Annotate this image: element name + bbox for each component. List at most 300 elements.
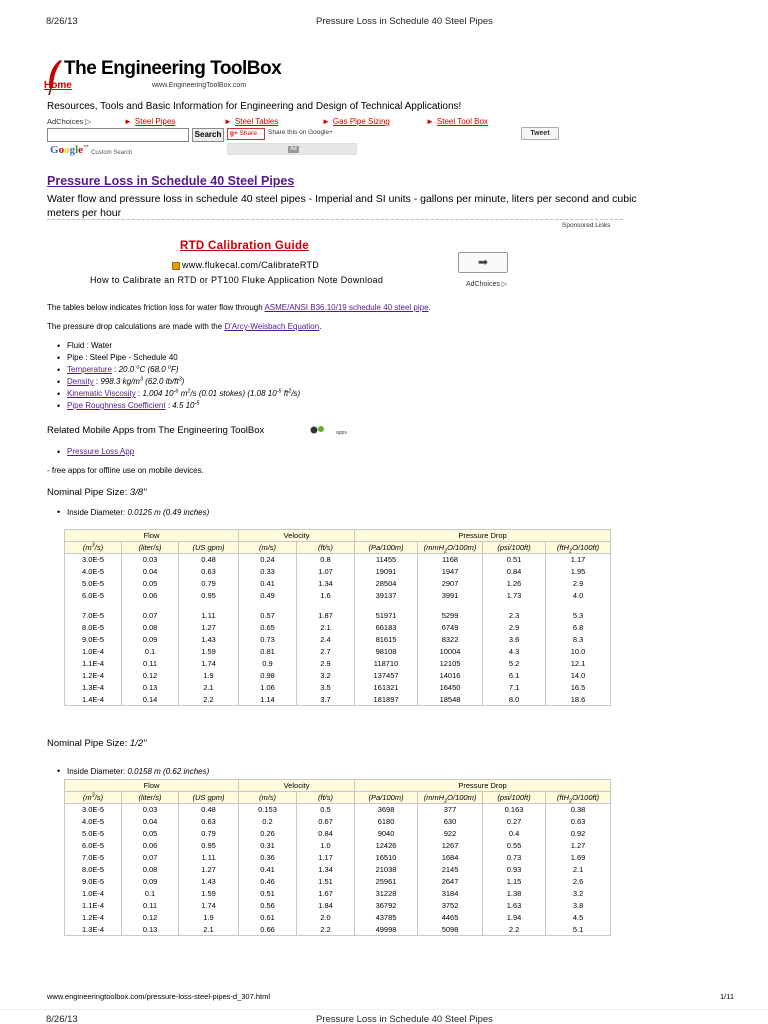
table-cell: 3.5 bbox=[297, 682, 355, 694]
table-cell: 1.38 bbox=[483, 888, 546, 900]
table-cell: 0.2 bbox=[239, 816, 297, 828]
id-value: 0.0158 m (0.62 inches) bbox=[127, 767, 210, 776]
table-cell: 16450 bbox=[418, 682, 483, 694]
paragraph-text: . bbox=[319, 322, 322, 331]
table-cell: 1.1E-4 bbox=[65, 900, 122, 912]
ad-banner[interactable] bbox=[227, 143, 357, 155]
table-cell: 14.0 bbox=[546, 670, 611, 682]
nominal-pipe-size-heading bbox=[47, 738, 147, 749]
table-cell: 7.0E-5 bbox=[65, 852, 122, 864]
density-link[interactable]: Density bbox=[67, 377, 94, 386]
spacer-cell bbox=[122, 602, 179, 610]
table-cell: 3.6 bbox=[483, 634, 546, 646]
pressure-loss-table bbox=[64, 779, 611, 936]
kinematic-viscosity-link[interactable]: Kinematic Viscosity bbox=[67, 389, 136, 398]
sponsored-links-label: Sponsored Links bbox=[562, 222, 611, 229]
group-header: Pressure Drop bbox=[355, 780, 611, 792]
free-apps-text: - free apps for offline use on mobile devices. bbox=[47, 466, 204, 475]
table-cell: 0.05 bbox=[122, 578, 179, 590]
share-label: Share bbox=[239, 130, 257, 137]
table-cell: 1.73 bbox=[483, 590, 546, 602]
favicon-icon bbox=[172, 262, 180, 270]
ad-url[interactable]: www.flukecal.com/CalibrateRTD bbox=[182, 260, 320, 270]
table-cell: 8.0 bbox=[483, 694, 546, 706]
table-row bbox=[65, 852, 611, 864]
table-cell: 1.9 bbox=[179, 912, 239, 924]
site-logo[interactable] bbox=[44, 58, 284, 96]
table-cell: 1.17 bbox=[546, 554, 611, 566]
table-cell: 10.0 bbox=[546, 646, 611, 658]
table-cell: 161321 bbox=[355, 682, 418, 694]
table-cell: 2.2 bbox=[483, 924, 546, 936]
table-cell: 6749 bbox=[418, 622, 483, 634]
custom-search-label: Custom Search bbox=[91, 150, 133, 156]
table-cell: 5.0E-5 bbox=[65, 578, 122, 590]
table-cell: 2.1 bbox=[179, 924, 239, 936]
table-group-header-row bbox=[65, 530, 611, 542]
id-value: 0.0125 m (0.49 inches) bbox=[127, 508, 210, 517]
list-item: • Density : 998.3 $kg/m^3$ (62.0 $lb/ft^3$) bbox=[57, 376, 300, 388]
table-unit-header-row bbox=[65, 792, 611, 804]
table-cell: 2.3 bbox=[483, 610, 546, 622]
table-cell: 18.6 bbox=[546, 694, 611, 706]
table-cell: 66183 bbox=[355, 622, 418, 634]
table-cell: 0.11 bbox=[122, 900, 179, 912]
table-cell: 21038 bbox=[355, 864, 418, 876]
adchoices-link[interactable]: AdChoices ▷ bbox=[47, 117, 92, 126]
unit-header: $(m^3/s)$ bbox=[65, 792, 122, 804]
table-cell: 0.1 bbox=[122, 646, 179, 658]
table-cell: 0.06 bbox=[122, 840, 179, 852]
table-cell: 0.24 bbox=[239, 554, 297, 566]
table-cell: 0.61 bbox=[239, 912, 297, 924]
spacer-cell bbox=[355, 602, 418, 610]
table-cell: 11455 bbox=[355, 554, 418, 566]
table-cell: 3.7 bbox=[297, 694, 355, 706]
unit-header: (psi/100ft) bbox=[483, 792, 546, 804]
table-row bbox=[65, 646, 611, 658]
unit-header: (liter/s) bbox=[122, 542, 179, 554]
nav-link-steel-tables[interactable] bbox=[224, 117, 278, 126]
table-cell: 0.12 bbox=[122, 670, 179, 682]
table-row bbox=[65, 682, 611, 694]
table-cell: 7.1 bbox=[483, 682, 546, 694]
table-cell: 0.95 bbox=[179, 840, 239, 852]
table-cell: 0.73 bbox=[239, 634, 297, 646]
table-cell: 0.153 bbox=[239, 804, 297, 816]
table-cell: 18548 bbox=[418, 694, 483, 706]
unit-header: (ft/s) bbox=[297, 792, 355, 804]
ad-title-link[interactable]: RTD Calibration Guide bbox=[180, 240, 309, 252]
table-cell: 0.163 bbox=[483, 804, 546, 816]
footer-url: www.engineeringtoolbox.com/pressure-loss-steel-pipes-d_307.html bbox=[47, 992, 271, 1001]
table-row bbox=[65, 566, 611, 578]
apps-label: apps bbox=[336, 430, 347, 436]
ad-icon: Ad bbox=[288, 146, 299, 153]
table-cell: 1.0E-4 bbox=[65, 646, 122, 658]
id-label: Inside Diameter: bbox=[67, 508, 128, 517]
table-cell: 4.0E-5 bbox=[65, 816, 122, 828]
table-cell: 12.1 bbox=[546, 658, 611, 670]
nav-link-steel-pipes[interactable] bbox=[124, 117, 175, 126]
table-cell: 0.31 bbox=[239, 840, 297, 852]
table-cell: 0.12 bbox=[122, 912, 179, 924]
triangle-right-icon: ► bbox=[322, 117, 330, 126]
table-cell: 0.07 bbox=[122, 610, 179, 622]
nav-link-label: Steel Tables bbox=[234, 117, 279, 126]
google-logo: Google™ bbox=[50, 144, 89, 156]
fluid-properties-list bbox=[57, 340, 300, 412]
page-break bbox=[0, 1009, 768, 1010]
table-cell: 5.2 bbox=[483, 658, 546, 670]
table-unit-header-row bbox=[65, 542, 611, 554]
table-cell: 1.26 bbox=[483, 578, 546, 590]
table-row bbox=[65, 840, 611, 852]
triangle-right-icon: ► bbox=[426, 117, 434, 126]
table-cell: 3.2 bbox=[546, 888, 611, 900]
unit-header: (ftH$_2$O/100ft) bbox=[546, 542, 611, 554]
unit-header: (mmH$_2$O/100m) bbox=[418, 542, 483, 554]
table-cell: 16.5 bbox=[546, 682, 611, 694]
table-cell: 2.2 bbox=[297, 924, 355, 936]
group-header: Flow bbox=[65, 780, 239, 792]
table-cell: 0.03 bbox=[122, 554, 179, 566]
table-cell: 0.84 bbox=[483, 566, 546, 578]
table-cell: 1.27 bbox=[546, 840, 611, 852]
table-cell: 0.13 bbox=[122, 682, 179, 694]
table-cell: 1.3E-4 bbox=[65, 924, 122, 936]
schedule-40-pipe-link[interactable]: ASME/ANSI B36.10/19 schedule 40 steel pipe bbox=[264, 303, 429, 312]
table-cell: 1.15 bbox=[483, 876, 546, 888]
table-cell: 3698 bbox=[355, 804, 418, 816]
id-label: Inside Diameter: bbox=[67, 767, 128, 776]
table-cell: 1.59 bbox=[179, 646, 239, 658]
table-cell: 1.2E-4 bbox=[65, 912, 122, 924]
table-cell: 1.74 bbox=[179, 658, 239, 670]
table-cell: 1.43 bbox=[179, 634, 239, 646]
table-cell: 0.03 bbox=[122, 804, 179, 816]
table-cell: 81615 bbox=[355, 634, 418, 646]
group-header: Velocity bbox=[239, 780, 355, 792]
table-cell: 0.93 bbox=[483, 864, 546, 876]
table-cell: 1.74 bbox=[179, 900, 239, 912]
pressure-loss-app-link[interactable]: Pressure Loss App bbox=[67, 447, 135, 456]
divider bbox=[47, 219, 623, 220]
table-cell: 0.57 bbox=[239, 610, 297, 622]
unit-header: (ftH$_2$O/100ft) bbox=[546, 792, 611, 804]
table-cell: 43785 bbox=[355, 912, 418, 924]
table-cell: 0.63 bbox=[546, 816, 611, 828]
nominal-pipe-size-heading bbox=[47, 487, 147, 498]
nav-link-label: Steel Pipes bbox=[134, 117, 176, 126]
nps-value: 3/8" bbox=[129, 487, 147, 498]
table-cell: 31228 bbox=[355, 888, 418, 900]
table-row bbox=[65, 828, 611, 840]
table-cell: 5299 bbox=[418, 610, 483, 622]
table-cell: 4.0 bbox=[546, 590, 611, 602]
table-cell: 1.11 bbox=[179, 610, 239, 622]
table-row bbox=[65, 864, 611, 876]
paragraph-text: The tables below indicates friction loss for water flow through bbox=[47, 303, 265, 312]
table-cell: 1168 bbox=[418, 554, 483, 566]
table-cell: 2647 bbox=[418, 876, 483, 888]
unit-header: (US gpm) bbox=[179, 542, 239, 554]
logo-url: www.EngineeringToolBox.com bbox=[152, 82, 247, 89]
table-cell: 1.14 bbox=[239, 694, 297, 706]
unit-header: (m/s) bbox=[239, 542, 297, 554]
table-cell: 0.05 bbox=[122, 828, 179, 840]
table-cell: 1.94 bbox=[483, 912, 546, 924]
intro-text: Water flow and pressure loss in schedule 40 steel pipes - Imperial and SI units - gallons per minute, liters per second and cubic meters per hour bbox=[47, 193, 637, 219]
table-cell: 4465 bbox=[418, 912, 483, 924]
table-cell: 6180 bbox=[355, 816, 418, 828]
search-input[interactable] bbox=[47, 128, 189, 142]
table-cell: 6.0E-5 bbox=[65, 840, 122, 852]
table-cell: 2.1 bbox=[179, 682, 239, 694]
table-cell: 5.0E-5 bbox=[65, 828, 122, 840]
table-cell: 4.0E-5 bbox=[65, 566, 122, 578]
table-cell: 0.95 bbox=[179, 590, 239, 602]
apple-android-icon[interactable] bbox=[310, 424, 347, 438]
unit-header: (psi/100ft) bbox=[483, 542, 546, 554]
table-cell: 0.9 bbox=[239, 658, 297, 670]
spacer-cell bbox=[239, 602, 297, 610]
table-cell: 0.09 bbox=[122, 876, 179, 888]
unit-header: (Pa/100m) bbox=[355, 792, 418, 804]
table-cell: 2.4 bbox=[297, 634, 355, 646]
app-list bbox=[57, 446, 134, 458]
table-cell: 2.9 bbox=[297, 658, 355, 670]
table-row bbox=[65, 816, 611, 828]
table-cell: 0.8 bbox=[297, 554, 355, 566]
table-cell: 0.04 bbox=[122, 816, 179, 828]
group-header: Velocity bbox=[239, 530, 355, 542]
table-cell: 0.65 bbox=[239, 622, 297, 634]
table-cell: 3.0E-5 bbox=[65, 804, 122, 816]
table-cell: 0.4 bbox=[483, 828, 546, 840]
nps-value: 1/2" bbox=[129, 738, 147, 749]
table-cell: 2.9 bbox=[483, 622, 546, 634]
table-cell: 922 bbox=[418, 828, 483, 840]
table-cell: 1.6 bbox=[297, 590, 355, 602]
table-cell: 6.0E-5 bbox=[65, 590, 122, 602]
pipe-roughness-link[interactable]: Pipe Roughness Coefficient bbox=[67, 401, 166, 410]
table-cell: 2.9 bbox=[546, 578, 611, 590]
table-cell: 8.0E-5 bbox=[65, 864, 122, 876]
table-cell: 0.04 bbox=[122, 566, 179, 578]
triangle-right-icon: ► bbox=[224, 117, 232, 126]
table-cell: 0.41 bbox=[239, 864, 297, 876]
table-cell: 0.51 bbox=[483, 554, 546, 566]
table-cell: 6.8 bbox=[546, 622, 611, 634]
table-cell: 1.67 bbox=[297, 888, 355, 900]
table-cell: 0.11 bbox=[122, 658, 179, 670]
table-cell: 377 bbox=[418, 804, 483, 816]
group-header: Flow bbox=[65, 530, 239, 542]
table-cell: 3.8 bbox=[546, 900, 611, 912]
nav-link-gas-pipe-sizing[interactable] bbox=[322, 117, 390, 126]
table-cell: 0.1 bbox=[122, 888, 179, 900]
table-row bbox=[65, 900, 611, 912]
table-cell: 1.69 bbox=[546, 852, 611, 864]
table-cell: 2.2 bbox=[179, 694, 239, 706]
table-cell: 12105 bbox=[418, 658, 483, 670]
table-cell: 0.56 bbox=[239, 900, 297, 912]
unit-header: (ft/s) bbox=[297, 542, 355, 554]
calc-paragraph bbox=[47, 322, 321, 331]
table-cell: 0.67 bbox=[297, 816, 355, 828]
table-cell: 0.07 bbox=[122, 852, 179, 864]
tweet-button[interactable]: Tweet bbox=[521, 127, 559, 140]
table-cell: 2.1 bbox=[546, 864, 611, 876]
table-cell: 181897 bbox=[355, 694, 418, 706]
table-cell: 12426 bbox=[355, 840, 418, 852]
table-cell: 1.43 bbox=[179, 876, 239, 888]
spacer-cell bbox=[297, 602, 355, 610]
table-cell: 16510 bbox=[355, 852, 418, 864]
nav-link-steel-tool-box[interactable] bbox=[426, 117, 488, 126]
arrow-right-icon[interactable]: ➡ bbox=[458, 252, 508, 273]
table-cell: 49998 bbox=[355, 924, 418, 936]
table-row bbox=[65, 554, 611, 566]
table-cell: 2.6 bbox=[546, 876, 611, 888]
table-cell: 28504 bbox=[355, 578, 418, 590]
unit-header: (Pa/100m) bbox=[355, 542, 418, 554]
table-cell: 4.5 bbox=[546, 912, 611, 924]
table-cell: 2.7 bbox=[297, 646, 355, 658]
table-cell: 1.06 bbox=[239, 682, 297, 694]
adchoices-link[interactable]: AdChoices ▷ bbox=[466, 281, 508, 288]
search-button[interactable]: Search bbox=[192, 128, 224, 142]
table-cell: 0.26 bbox=[239, 828, 297, 840]
table-cell: 0.48 bbox=[179, 804, 239, 816]
table-cell: 137457 bbox=[355, 670, 418, 682]
table-cell: 6.1 bbox=[483, 670, 546, 682]
table-cell: 1.11 bbox=[179, 852, 239, 864]
unit-header: $(m^3/s)$ bbox=[65, 542, 122, 554]
table-cell: 1.51 bbox=[297, 876, 355, 888]
unit-header: (m/s) bbox=[239, 792, 297, 804]
table-cell: 0.38 bbox=[546, 804, 611, 816]
table-cell: 0.84 bbox=[297, 828, 355, 840]
spacer-cell bbox=[546, 602, 611, 610]
pressure-loss-table bbox=[64, 529, 611, 706]
spacer-cell bbox=[418, 602, 483, 610]
table-cell: 0.51 bbox=[239, 888, 297, 900]
table-cell: 0.09 bbox=[122, 634, 179, 646]
print-title: Pressure Loss in Schedule 40 Steel Pipes bbox=[316, 16, 493, 27]
list-item: • Pipe : Steel Pipe - Schedule 40 bbox=[57, 352, 300, 364]
table-cell: 0.08 bbox=[122, 622, 179, 634]
table-cell: 1.27 bbox=[179, 864, 239, 876]
table-cell: 3.2 bbox=[297, 670, 355, 682]
share-text: Share this on Google+ bbox=[268, 129, 333, 136]
inside-diameter bbox=[57, 508, 768, 517]
table-cell: 630 bbox=[418, 816, 483, 828]
table-row bbox=[65, 694, 611, 706]
table-cell: 10004 bbox=[418, 646, 483, 658]
table-cell: 9040 bbox=[355, 828, 418, 840]
ad-description: How to Calibrate an RTD or PT100 Fluke Application Note Download bbox=[90, 275, 384, 285]
table-cell: 1.59 bbox=[179, 888, 239, 900]
paragraph-text: The pressure drop calculations are made with the bbox=[47, 322, 225, 331]
table-cell: 0.06 bbox=[122, 590, 179, 602]
table-cell: 0.79 bbox=[179, 578, 239, 590]
page-title[interactable]: Pressure Loss in Schedule 40 Steel Pipes bbox=[47, 174, 295, 188]
table-cell: 9.0E-5 bbox=[65, 634, 122, 646]
site-tagline: Resources, Tools and Basic Information for Engineering and Design of Technical Applications! bbox=[47, 101, 462, 112]
table-cell: 0.73 bbox=[483, 852, 546, 864]
table-row bbox=[65, 912, 611, 924]
table-spacer-row bbox=[65, 602, 611, 610]
table-cell: 1.0E-4 bbox=[65, 888, 122, 900]
table-row bbox=[65, 670, 611, 682]
table-row bbox=[65, 876, 611, 888]
table-cell: 1.95 bbox=[546, 566, 611, 578]
table-cell: 3991 bbox=[418, 590, 483, 602]
mobile-apps-heading: Related Mobile Apps from The Engineering ToolBox bbox=[47, 425, 265, 436]
table-row bbox=[65, 888, 611, 900]
table-cell: 1.34 bbox=[297, 864, 355, 876]
table-cell: 0.63 bbox=[179, 816, 239, 828]
list-item: • Kinematic Viscosity : 1.004 $10^{-6}$ $m^2/s$ (0.01 stokes) (1.08 $10^{-5}$ $ft^2/s$) bbox=[57, 388, 300, 400]
table-cell: 1.07 bbox=[297, 566, 355, 578]
table-cell: 0.55 bbox=[483, 840, 546, 852]
spacer-cell bbox=[483, 602, 546, 610]
print-date: 8/26/13 bbox=[46, 1014, 78, 1024]
table-cell: 0.63 bbox=[179, 566, 239, 578]
table-cell: 0.81 bbox=[239, 646, 297, 658]
spacer-cell bbox=[65, 602, 122, 610]
google-plus-icon: g+ bbox=[230, 130, 238, 137]
unit-header: (mmH$_2$O/100m) bbox=[418, 792, 483, 804]
darcy-weisbach-link[interactable]: D'Arcy-Weisbach Equation bbox=[224, 322, 320, 331]
table-cell: 9.0E-5 bbox=[65, 876, 122, 888]
table-cell: 1267 bbox=[418, 840, 483, 852]
table-cell: 3.0E-5 bbox=[65, 554, 122, 566]
home-link[interactable]: Home bbox=[44, 80, 72, 91]
table-cell: 1.0 bbox=[297, 840, 355, 852]
spacer-cell bbox=[179, 602, 239, 610]
table-cell: 8.3 bbox=[546, 634, 611, 646]
table-cell: 2907 bbox=[418, 578, 483, 590]
nav-link-label: Steel Tool Box bbox=[436, 117, 488, 126]
temperature-link[interactable]: Temperature bbox=[67, 365, 112, 374]
table-group-header-row bbox=[65, 780, 611, 792]
tables-intro-paragraph bbox=[47, 303, 431, 312]
table-cell: 51971 bbox=[355, 610, 418, 622]
table-cell: 0.33 bbox=[239, 566, 297, 578]
table-cell: 0.66 bbox=[239, 924, 297, 936]
table-cell: 14016 bbox=[418, 670, 483, 682]
table-cell: 1.84 bbox=[297, 900, 355, 912]
google-plus-share-button[interactable] bbox=[227, 128, 265, 140]
table-cell: 0.14 bbox=[122, 694, 179, 706]
table-cell: 1684 bbox=[418, 852, 483, 864]
table-cell: 0.98 bbox=[239, 670, 297, 682]
table-row bbox=[65, 590, 611, 602]
page-number: 1/11 bbox=[720, 992, 735, 1001]
table-cell: 2.1 bbox=[297, 622, 355, 634]
table-cell: 19091 bbox=[355, 566, 418, 578]
table-row bbox=[65, 924, 611, 936]
table-cell: 2.0 bbox=[297, 912, 355, 924]
table-cell: 0.79 bbox=[179, 828, 239, 840]
table-cell: 1.2E-4 bbox=[65, 670, 122, 682]
paragraph-text: . bbox=[428, 303, 431, 312]
table-cell: 98108 bbox=[355, 646, 418, 658]
list-item: • Pipe Roughness Coefficient : 4.5 $10^{-5}$ bbox=[57, 400, 300, 412]
